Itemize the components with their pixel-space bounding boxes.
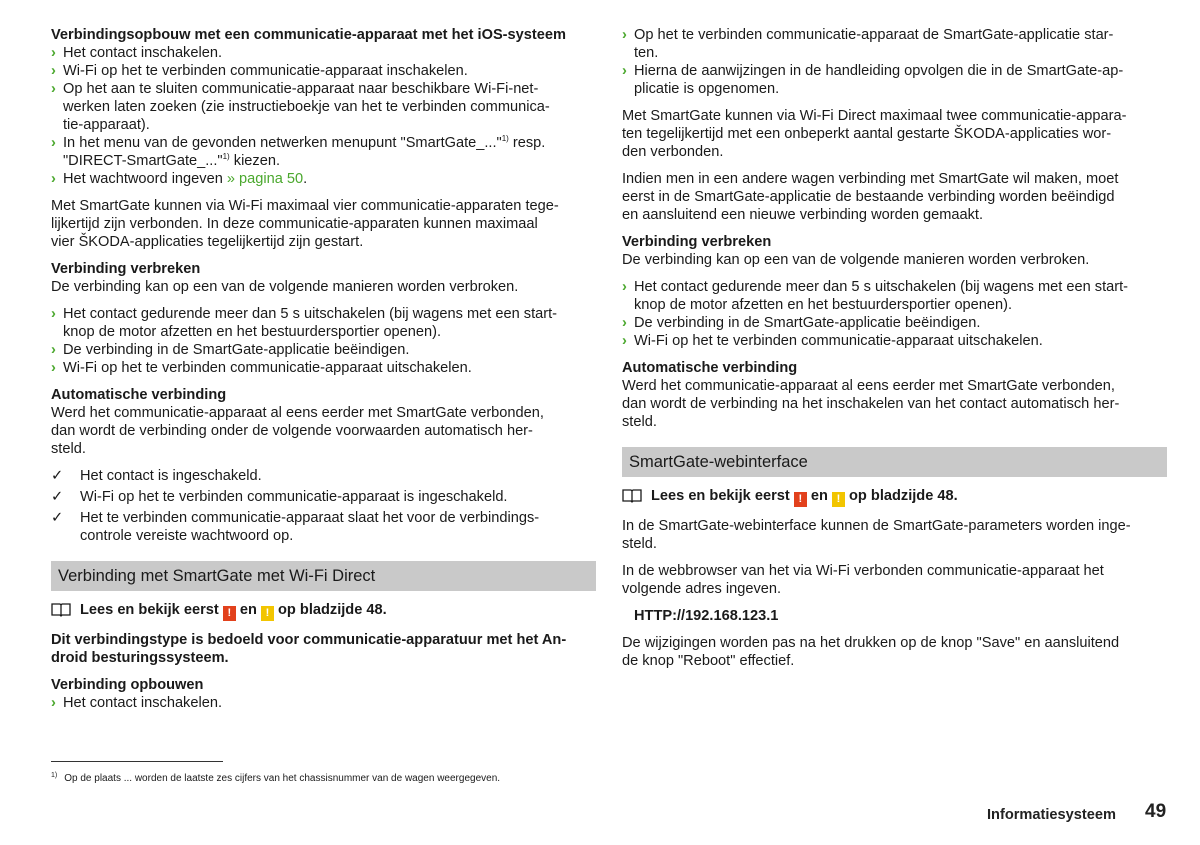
arrow-right-icon: › (51, 45, 56, 61)
footnote-text: Op de plaats ... worden de laatste zes cijfers van het chassisnummer van de wagen weergegeven. (64, 773, 501, 784)
save-paragraph: De wijzigingen worden pas na het drukken op de knop "Save" en aansluitend de knop "Reboot" effectief. (622, 635, 1120, 669)
direct-paragraph: Met SmartGate kunnen via Wi-Fi Direct maximaal twee communicatie-appara- ten tegelijkertijd met een onbeperkt aantal gestarte ŠKODA-applicaties wor- den verbonden. (622, 108, 1127, 160)
disconnect-heading: Verbinding verbreken (51, 261, 201, 277)
intro-paragraph: Met SmartGate kunnen via Wi-Fi maximaal vier communicatie-apparaten tege- lijkertijd zijn verbonden. In deze communicatie-apparaten kunnen maximaal vier ŠKODA-applicaties tegelijkertijd zijn gestart. (51, 198, 559, 250)
step-item: › De verbinding in de SmartGate-applicatie beëindigen. (622, 315, 981, 331)
chapter-label: Informatiesysteem (987, 807, 1116, 823)
android-paragraph: Dit verbindingstype is bedoeld voor communicatie-apparatuur met het An- droid besturingssysteem. (51, 632, 567, 666)
arrow-right-icon: › (622, 63, 627, 79)
disconnect-steps (51, 305, 596, 377)
checkmark-icon: ✓ (51, 468, 64, 484)
book-icon (51, 602, 71, 617)
checkmark-icon: ✓ (51, 489, 64, 505)
note-icon[interactable]: ! (261, 606, 274, 621)
step-item: › Het contact inschakelen. (51, 695, 222, 711)
arrow-right-icon: › (622, 279, 627, 295)
arrow-right-icon: › (51, 342, 56, 358)
list-item: ✓ Het te verbinden communicatie-apparaat slaat het voor de verbindings- controle vereiste wachtwoord op. (51, 510, 540, 544)
continued-steps (622, 26, 1167, 98)
arrow-right-icon: › (51, 306, 56, 322)
warning-icon[interactable]: ! (223, 606, 236, 621)
warning-icon[interactable]: ! (794, 492, 807, 507)
list-item: ✓ Het contact is ingeschakeld. (51, 468, 262, 484)
step-item: › Het wachtwoord ingeven » pagina 50. (51, 171, 308, 187)
step-item: › De verbinding in de SmartGate-applicatie beëindigen. (51, 342, 410, 358)
checkmark-icon: ✓ (51, 510, 64, 526)
auto-heading: Automatische verbinding (51, 387, 227, 403)
step-item: › Het contact inschakelen. (51, 45, 222, 61)
other-car-paragraph: Indien men in een andere wagen verbinding met SmartGate wil maken, moet eerst in de SmartGate-applicatie de bestaande verbinding worden beëindigd en aansluitend een nieuwe verbinding worden gemaakt. (622, 171, 1119, 223)
auto-heading: Automatische verbinding (622, 360, 798, 376)
ios-heading: Verbindingsopbouw met een communicatie-apparaat met het iOS-systeem (51, 27, 566, 43)
step-item: › In het menu van de gevonden netwerken menupunt "SmartGate_..."$^{1)}$ resp. "DIRECT-SmartGate_..."$^{1)}$ kiezen. (51, 134, 546, 169)
auto-paragraph: Werd het communicatie-apparaat al eens eerder met SmartGate verbonden, dan wordt de verbinding na het inschakelen van het contact automatisch her- steld. (622, 378, 1120, 430)
step-item: › Wi-Fi op het te verbinden communicatie-apparaat inschakelen. (51, 63, 468, 79)
step-item: › Het contact gedurende meer dan 5 s uitschakelen (bij wagens met een start- knop de motor afzetten en het bestuurdersportier openen). (51, 306, 558, 340)
arrow-right-icon: › (51, 63, 56, 79)
disconnect-steps (622, 278, 1167, 350)
ios-steps (51, 44, 596, 188)
step-item: › Hierna de aanwijzingen in de handleiding opvolgen die in de SmartGate-ap- plicatie is opgenomen. (622, 63, 1124, 97)
disconnect-intro: De verbinding kan op een van de volgende manieren worden verbroken. (622, 252, 1090, 268)
list-item: ✓ Wi-Fi op het te verbinden communicatie-apparaat is ingeschakeld. (51, 489, 508, 505)
connect-heading: Verbinding opbouwen (51, 677, 204, 693)
step-item: › Op het aan te sluiten communicatie-apparaat naar beschikbare Wi-Fi-net- werken laten zoeken (zie instructieboekje van het te verbinden communica- tie-apparaat). (51, 81, 550, 133)
arrow-right-icon: › (51, 135, 56, 151)
read-first-reference: Lees en bekijk eerst ! en ! op bladzijde 48. (51, 601, 596, 621)
step-item: › Het contact gedurende meer dan 5 s uitschakelen (bij wagens met een start- knop de motor afzetten en het bestuurdersportier openen). (622, 279, 1129, 313)
arrow-right-icon: › (51, 171, 56, 187)
right-column (622, 26, 1167, 670)
footnote-marker: 1) (51, 771, 58, 779)
step-item: › Wi-Fi op het te verbinden communicatie-apparaat uitschakelen. (51, 360, 472, 376)
page-number: 49 (1145, 801, 1167, 822)
footnote (51, 772, 500, 786)
arrow-right-icon: › (51, 695, 56, 711)
arrow-right-icon: › (622, 315, 627, 331)
conditions-list (51, 467, 596, 545)
arrow-right-icon: › (622, 27, 627, 43)
footnote-ref[interactable]: 1) (501, 134, 509, 144)
arrow-right-icon: › (51, 81, 56, 97)
page-link[interactable]: » pagina 50 (226, 171, 304, 187)
auto-paragraph: Werd het communicatie-apparaat al eens eerder met SmartGate verbonden, dan wordt de verbinding onder de volgende voorwaarden automatisch her- steld. (51, 405, 544, 457)
footnote-ref[interactable]: 1) (222, 152, 230, 162)
arrow-right-icon: › (622, 333, 627, 349)
web-address: HTTP://192.168.123.1 (634, 608, 779, 624)
section-title: Verbinding met SmartGate met Wi-Fi Direct (51, 561, 596, 591)
note-icon[interactable]: ! (832, 492, 845, 507)
section-title: SmartGate-webinterface (622, 447, 1167, 477)
disconnect-heading: Verbinding verbreken (622, 234, 772, 250)
read-first-reference: Lees en bekijk eerst ! en ! op bladzijde 48. (622, 487, 1167, 507)
footnote-divider (51, 761, 223, 762)
disconnect-intro: De verbinding kan op een van de volgende manieren worden verbroken. (51, 279, 519, 295)
left-column (51, 26, 596, 712)
browser-paragraph: In de webbrowser van het via Wi-Fi verbonden communicatie-apparaat het volgende adres ingeven. (622, 563, 1104, 597)
arrow-right-icon: › (51, 360, 56, 376)
book-icon (622, 488, 642, 503)
step-item: › Op het te verbinden communicatie-apparaat de SmartGate-applicatie star- ten. (622, 27, 1114, 61)
web-paragraph: In de SmartGate-webinterface kunnen de SmartGate-parameters worden inge- steld. (622, 518, 1131, 552)
step-item: › Wi-Fi op het te verbinden communicatie-apparaat uitschakelen. (622, 333, 1043, 349)
